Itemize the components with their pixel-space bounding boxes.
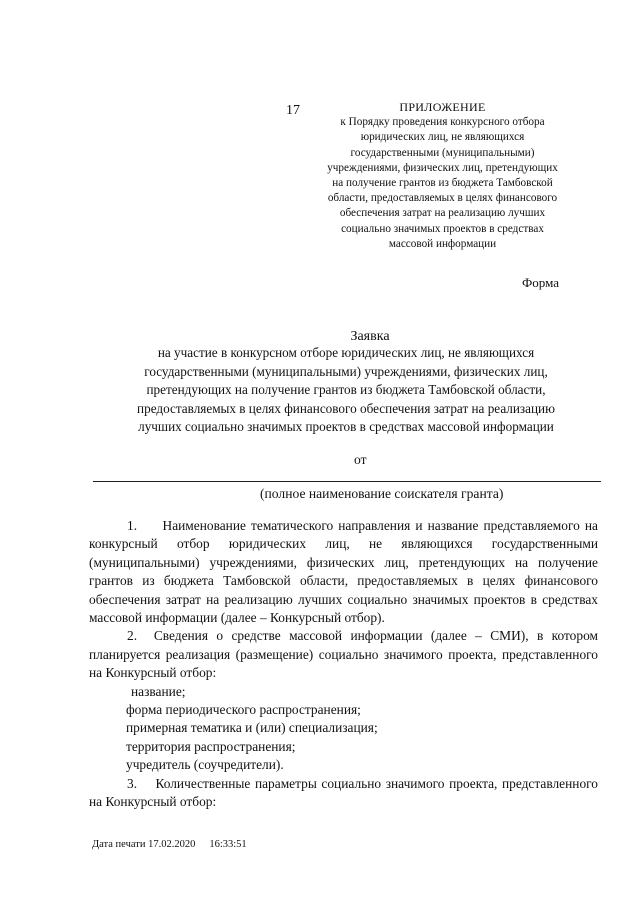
list-item: территория распространения; — [126, 738, 296, 754]
list-item: примерная тематика и (или) специализация; — [126, 720, 378, 736]
appendix-line: области, предоставляемых в целях финансового — [327, 192, 558, 205]
page-number: 17 — [286, 103, 300, 118]
print-date: Дата печати 17.02.2020 — [92, 839, 196, 850]
applicant-name-caption: (полное наименование соискателя гранта) — [260, 486, 504, 501]
list-item: учредитель (соучредители). — [126, 757, 284, 773]
subtitle-line: предоставляемых в целях финансового обеспечения затрат на реализацию — [137, 400, 555, 416]
paragraph-1: 1. Наименование тематического направления и название представляемого на конкурсный отбор юридических лиц, не являющихся государственными (муниципальными) учреждениями, физических лиц, претендующих на получение грантов из бюджета Тамбовской области, предоставляемых в целях финансового обеспечения затрат на реализацию лучших социально значимых проектов в средствах массовой информации (далее – Конкурсный отбор). — [89, 518, 598, 626]
appendix-line: юридических лиц, не являющихся — [360, 131, 525, 144]
appendix-line: обеспечения затрат на реализацию лучших — [339, 207, 546, 220]
appendix-line: социально значимых проектов в средствах — [341, 222, 544, 235]
paragraph-2: 2. Сведения о средстве массовой информации (далее – СМИ), в котором планируется реализация (размещение) социально значимого проекта, представленного на Конкурсный отбор: — [89, 628, 598, 681]
appendix-line: на получение грантов из бюджета Тамбовской — [332, 177, 553, 190]
document-body — [89, 517, 598, 812]
subtitle-line: лучших социально значимых проектов в средствах массовой информации — [138, 419, 554, 434]
subtitle-line: претендующих на получение грантов из бюджета Тамбовской области, — [146, 382, 546, 397]
appendix-line: массовой информации — [388, 237, 497, 250]
appendix-header — [315, 100, 570, 252]
appendix-line: учреждениями, физических лиц, претендующих — [327, 161, 558, 174]
appendix-title: ПРИЛОЖЕНИЕ — [399, 100, 486, 114]
paragraph-3: 3. Количественные параметры социально значимого проекта, представленного на Конкурсный отбор: — [89, 775, 598, 810]
subtitle-line: государственными (муниципальными) учреждениями, физических лиц, — [144, 363, 548, 379]
print-time: 16:33:51 — [209, 839, 247, 850]
list-item: форма периодического распространения; — [126, 702, 361, 718]
applicant-name-line — [93, 481, 601, 482]
list-item: название; — [131, 683, 186, 699]
subtitle-line: на участие в конкурсном отборе юридических лиц, не являющихся — [157, 345, 535, 360]
appendix-line: к Порядку проведения конкурсного отбора — [340, 116, 545, 129]
form-label: Форма — [522, 275, 559, 290]
request-subtitle — [92, 344, 600, 437]
from-label: от — [354, 452, 367, 467]
request-title: Заявка — [350, 329, 390, 344]
print-date-footer — [92, 839, 247, 850]
appendix-line: государственными (муниципальными) — [350, 146, 535, 159]
